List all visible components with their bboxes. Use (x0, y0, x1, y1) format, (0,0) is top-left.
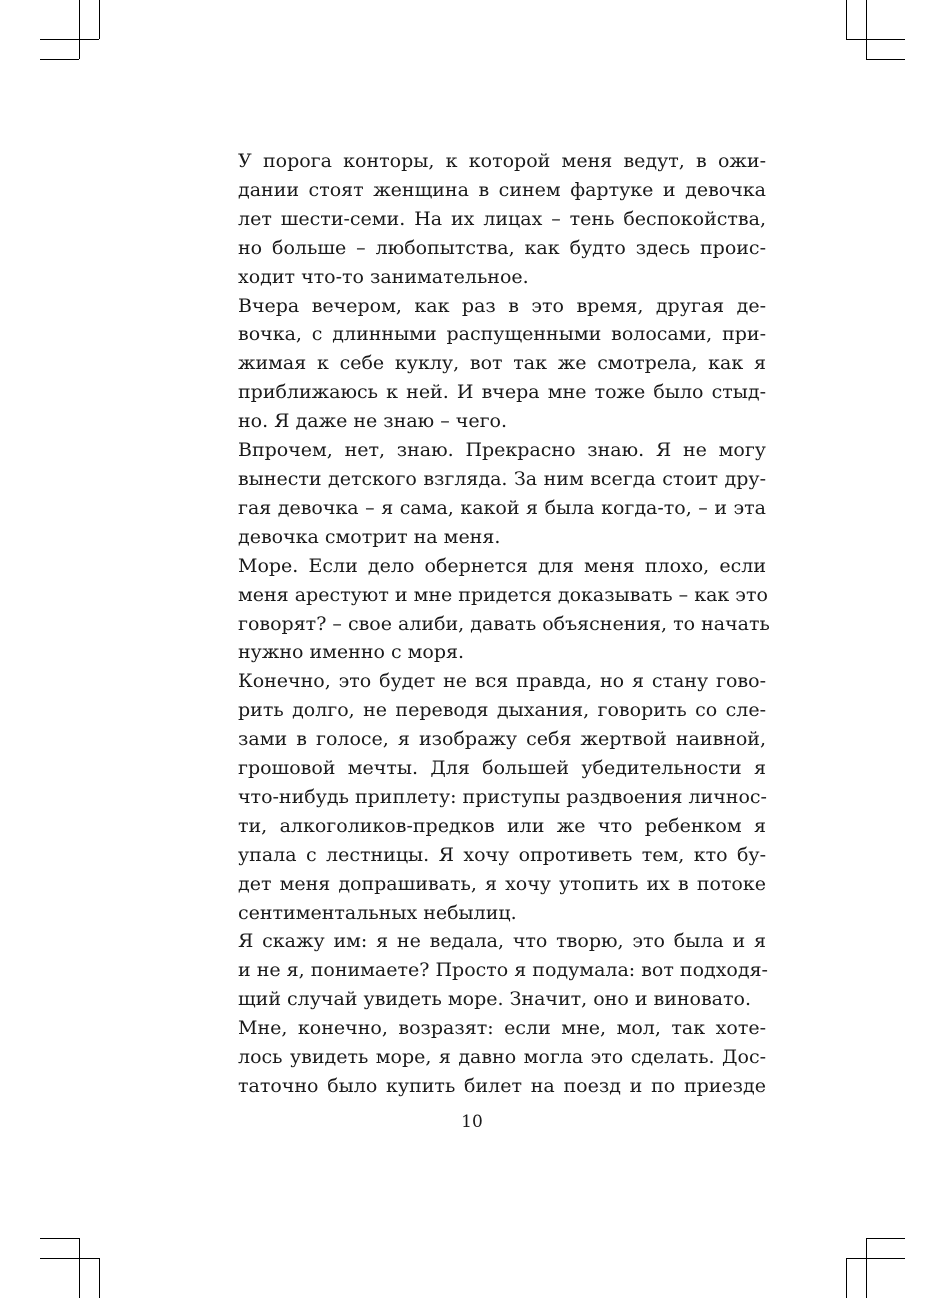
text-line: гая девочка – я сама, какой я была когда-то, – и эта (238, 496, 766, 519)
text-line: ходит что-то занимательное. (238, 265, 529, 288)
text-line: лет шести-семи. На их лицах – тень беспокойства, (238, 207, 766, 230)
text-line: нужно именно с моря. (238, 641, 465, 664)
text-line: Вчера вечером, как раз в это время, другая де- (238, 294, 766, 317)
paragraph (216, 667, 766, 927)
text-line: Я скажу им: я не ведала, что творю, это была и я (238, 930, 766, 953)
text-line: меня арестуют и мне придется доказывать – как это (238, 583, 768, 606)
body-text (216, 147, 770, 1101)
text-line: что-нибудь приплету: приступы раздвоения личнос- (238, 785, 767, 808)
paragraph (216, 927, 766, 1014)
text-line: Конечно, это будет не вся правда, но я стану гово- (238, 670, 766, 693)
text-line: Море. Если дело обернется для меня плохо, если (238, 554, 766, 577)
text-line: лось увидеть море, я давно могла это сделать. Дос- (238, 1046, 766, 1069)
text-line: дет меня допрашивать, я хочу утопить их в потоке (238, 872, 766, 895)
crop-mark-top-right-v (866, 0, 867, 59)
text-line: зами в голосе, я изображу себя жертвой наивной, (238, 728, 766, 751)
paragraph (216, 552, 770, 668)
text-line: грошовой мечты. Для большей убедительности я (238, 757, 766, 780)
text-line: рить долго, не переводя дыхания, говорить со сле- (238, 699, 766, 722)
crop-mark-top-right-h (846, 39, 905, 40)
crop-mark-bottom-right-h2 (866, 1238, 905, 1239)
crop-mark-top-left-v2 (99, 0, 100, 39)
text-line: щий случай увидеть море. Значит, оно и виновато. (238, 988, 751, 1011)
crop-mark-top-left-h2 (40, 59, 79, 60)
text-line: Мне, конечно, возразят: если мне, мол, так хоте- (238, 1017, 766, 1040)
crop-mark-bottom-left-v (79, 1238, 80, 1298)
crop-mark-bottom-right-h (846, 1258, 905, 1259)
crop-mark-bottom-right-v (866, 1238, 867, 1298)
crop-mark-bottom-right-v2 (846, 1258, 847, 1298)
text-line: ти, алкоголиков-предков или же что ребенком я (238, 814, 766, 837)
crop-mark-top-right-h2 (866, 59, 905, 60)
text-line: таточно было купить билет на поезд и по приезде (238, 1075, 766, 1097)
text-line: приближаюсь к ней. И вчера мне тоже было стыд- (238, 381, 766, 404)
text-line: и не я, понимаете? Просто я подумала: вот подходя- (238, 959, 768, 982)
text-line: говорят? – свое алиби, давать объяснения, то начать (238, 612, 770, 635)
text-line: дании стоят женщина в синем фартуке и девочка (238, 178, 766, 201)
paragraph (216, 436, 766, 552)
paragraph (216, 292, 766, 437)
crop-mark-top-right-v2 (846, 0, 847, 39)
crop-mark-bottom-left-h2 (40, 1238, 79, 1239)
text-line: упала с лестницы. Я хочу опротиветь тем, кто бу- (238, 843, 766, 866)
crop-mark-top-left-v (79, 0, 80, 59)
paragraph (216, 1014, 766, 1101)
text-line: но. Я даже не знаю – чего. (238, 410, 508, 433)
text-line: девочка смотрит на меня. (238, 525, 501, 548)
text-line: но больше – любопытства, как будто здесь проис- (238, 236, 766, 259)
page-number: 10 (461, 1112, 483, 1132)
text-line: вочка, с длинными распущенными волосами, при- (238, 323, 766, 346)
text-line: вынести детского взгляда. За ним всегда стоит дру- (238, 467, 766, 490)
crop-mark-top-left-h (40, 39, 99, 40)
crop-mark-bottom-left-v2 (99, 1258, 100, 1298)
text-line: У порога конторы, к которой меня ведут, в ожи- (238, 150, 766, 172)
text-line: Впрочем, нет, знаю. Прекрасно знаю. Я не могу (238, 439, 766, 462)
paragraph (216, 147, 766, 292)
crop-mark-bottom-left-h (40, 1258, 99, 1259)
text-line: жимая к себе куклу, вот так же смотрела, как я (238, 352, 766, 375)
text-line: сентиментальных небылиц. (238, 901, 517, 924)
